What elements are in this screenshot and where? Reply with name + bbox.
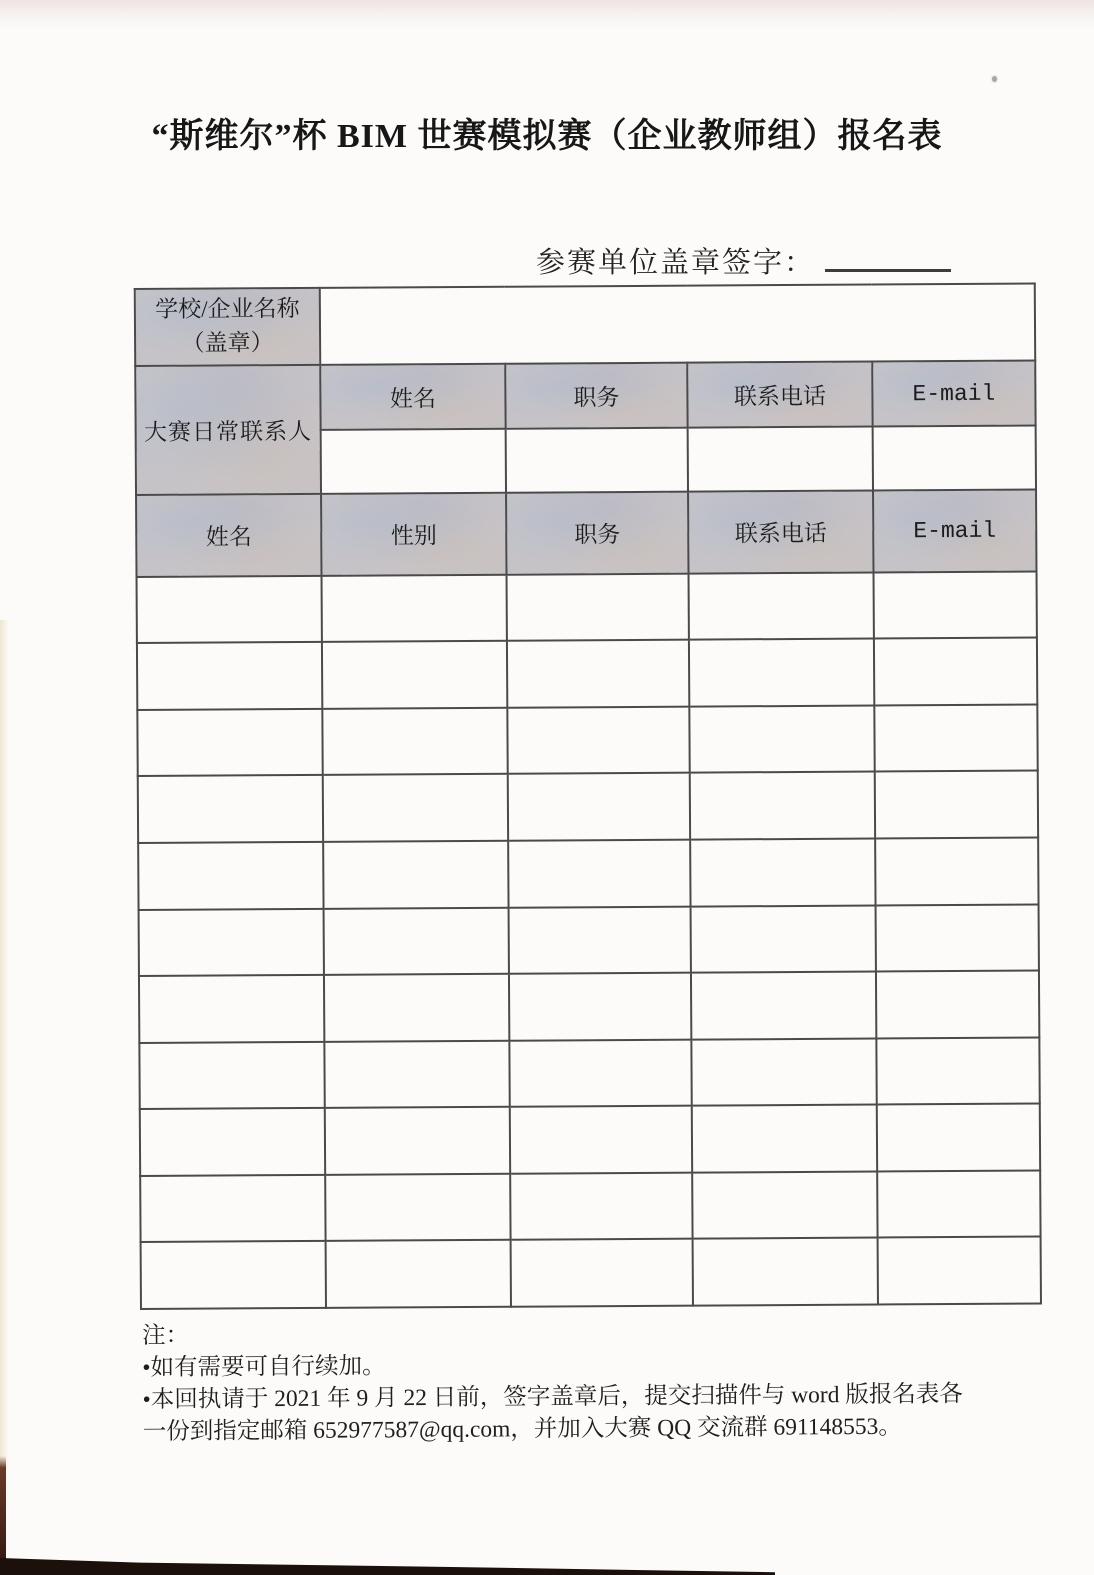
stamp-signature-line (536, 240, 951, 281)
contact-phone-cell (688, 427, 873, 492)
note-item-2-line1: •本回执请于 2021 年 9 月 22 日前，签字盖章后，提交扫描件与 word 版报名表各 (142, 1381, 963, 1413)
member-col-phone: 联系电话 (688, 490, 873, 573)
member-row (137, 638, 1037, 710)
member-row (137, 571, 1037, 643)
member-cell (692, 1171, 877, 1239)
member-cell (324, 974, 509, 1042)
member-col-name: 姓名 (136, 494, 321, 577)
org-name-label-line2: （盖章） (181, 330, 274, 357)
member-cell (877, 1170, 1040, 1238)
member-cell (139, 908, 324, 976)
member-cell (137, 709, 322, 777)
scan-artifact-bottom-edge (0, 1555, 775, 1575)
member-cell (507, 706, 689, 774)
member-row (141, 1237, 1041, 1309)
member-row (138, 837, 1038, 909)
scan-artifact-left-tint (0, 620, 9, 1470)
member-row (139, 1037, 1039, 1109)
member-cell (140, 1108, 325, 1176)
member-cell (690, 838, 875, 906)
member-cell (141, 1241, 326, 1309)
member-cell (510, 1172, 692, 1240)
member-cell (690, 772, 875, 840)
member-cell (324, 907, 509, 975)
member-cell (137, 642, 322, 710)
note-item-2-line2: 一份到指定邮箱 652977587@qq.com，并加入大赛 QQ 交流群 691148553。 (142, 1413, 902, 1445)
member-cell (691, 905, 876, 973)
notes-label: 注： (142, 1322, 190, 1349)
scan-artifact-top-edge (0, 0, 1094, 30)
member-cell (509, 906, 691, 974)
member-col-email: E-mail (873, 489, 1036, 572)
member-cell (326, 1240, 511, 1308)
member-cell (692, 1105, 877, 1173)
member-cell (689, 639, 874, 707)
member-cell (876, 971, 1039, 1039)
org-name-header-cell (135, 288, 320, 366)
member-cell (876, 904, 1039, 972)
member-cell (509, 973, 691, 1041)
registration-table (134, 283, 1042, 1310)
member-cell (139, 1042, 324, 1110)
member-cell (507, 573, 689, 641)
stamp-signature-label: 参赛单位盖章签字： (536, 247, 816, 279)
notes-block (142, 1314, 1053, 1448)
scan-artifact-left-edge (0, 1456, 6, 1575)
member-cell (322, 574, 507, 642)
contact-col-name: 姓名 (320, 364, 505, 431)
contact-name-cell (321, 429, 506, 494)
member-cell (325, 1107, 510, 1175)
member-cell (322, 708, 507, 776)
member-cell (137, 576, 322, 644)
contact-col-phone: 联系电话 (687, 361, 872, 428)
member-cell (325, 1174, 510, 1242)
member-cell (691, 1038, 876, 1106)
member-row (140, 1104, 1040, 1176)
contact-position-cell (506, 428, 688, 493)
member-cell (510, 1106, 692, 1174)
contact-header-cell: 大赛日常联系人 (135, 365, 321, 495)
org-name-value-cell (320, 284, 1035, 365)
member-row (139, 904, 1039, 976)
member-cell (509, 1039, 691, 1107)
member-header-row (136, 489, 1036, 576)
member-cell (511, 1239, 693, 1307)
member-cell (323, 774, 508, 842)
stamp-signature-blank (825, 241, 951, 272)
contact-header-row (135, 360, 1035, 431)
member-row (138, 771, 1038, 843)
member-cell (693, 1238, 878, 1306)
member-col-gender: 性别 (321, 493, 506, 576)
member-row (140, 1170, 1040, 1242)
member-cell (323, 841, 508, 909)
member-cell (874, 571, 1037, 639)
member-cell (691, 972, 876, 1040)
member-cell (507, 640, 689, 708)
member-cell (876, 1037, 1039, 1105)
member-cell (324, 1040, 509, 1108)
member-cell (508, 840, 690, 908)
member-cell (140, 1175, 325, 1243)
note-item-1: •如有需要可自行续加。 (142, 1353, 386, 1381)
member-cell (877, 1104, 1040, 1172)
member-cell (874, 638, 1037, 706)
member-row (139, 971, 1039, 1043)
member-row (137, 704, 1037, 776)
org-name-row (135, 284, 1035, 366)
member-cell (508, 773, 690, 841)
member-cell (139, 975, 324, 1043)
contact-email-cell (873, 426, 1036, 490)
member-cell (875, 771, 1038, 839)
member-cell (138, 842, 323, 910)
member-cell (689, 705, 874, 773)
contact-col-email: E-mail (872, 360, 1035, 427)
member-cell (875, 837, 1038, 905)
member-col-position: 职务 (506, 491, 688, 574)
member-cell (874, 704, 1037, 772)
contact-col-position: 职务 (505, 362, 687, 429)
member-cell (138, 775, 323, 843)
member-cell (322, 641, 507, 709)
member-cell (689, 572, 874, 640)
page-title: “斯维尔”杯 BIM 世赛模拟赛（企业教师组）报名表 (151, 118, 943, 155)
member-cell (878, 1237, 1041, 1305)
org-name-label-line1: 学校/企业名称 (155, 296, 300, 323)
scan-artifact-speck (992, 76, 997, 82)
